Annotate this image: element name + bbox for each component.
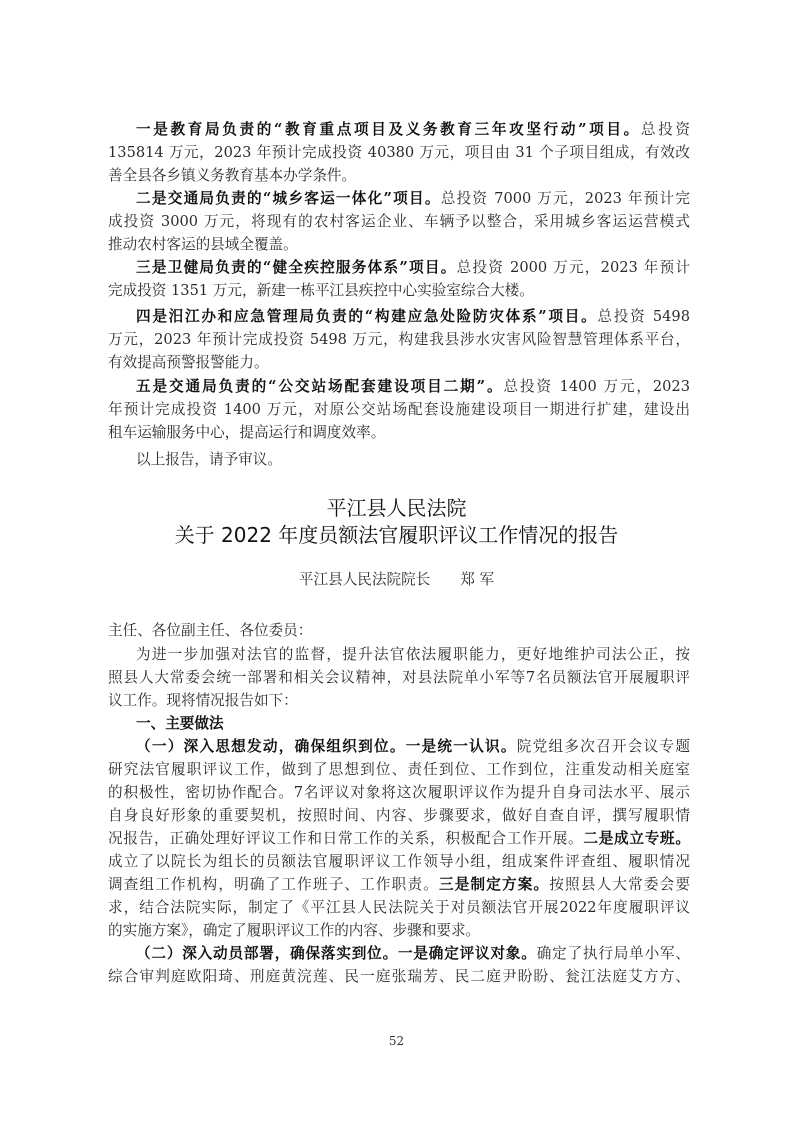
paragraph-line: [108, 400, 690, 420]
author-title: 平江县人民法院院长: [298, 571, 431, 588]
paragraph-line: [108, 423, 690, 443]
bold-lead: 一是教育局负责的“教育重点项目及义务教育三年攻坚行动”项目。: [136, 121, 641, 138]
paragraph-line: [108, 330, 690, 350]
line-text: 有效提高预警报警能力。: [108, 354, 269, 371]
paragraph-line: [108, 258, 690, 278]
paragraph-line: [108, 307, 690, 327]
line-text: 院党组多次召开会议专题: [516, 738, 690, 755]
report-author: [0, 568, 793, 589]
line-text: 为进一步加强对法官的监督，提升法官依法履职能力，更好地维护司法公正，按: [136, 646, 690, 663]
paragraph-line: [108, 645, 690, 665]
paragraph-line: [108, 166, 690, 186]
line-text: 完成投资 1351 万元，新建一栋平江县疾控中心实验室综合大楼。: [108, 282, 534, 299]
line-text: 总投资 7000 万元，2023 年预计完: [440, 190, 690, 207]
line-text: 的实施方案》，确定了履职评议工作的内容、步骤和要求。: [108, 922, 481, 939]
paragraph-line: [108, 691, 690, 711]
line-text: 万元，2023 年预计完成投资 5498 万元，构建我县涉水灾害风险智慧管理体系平台，: [108, 331, 690, 348]
bold-lead: （一）深入思想发动，确保组织到位。一是统一认识。: [136, 738, 517, 755]
bold-lead: （二）深入动员部署，确保落实到位。一是确定评议对象。: [136, 945, 537, 962]
line-text: 总投资 5498: [597, 308, 690, 325]
bold-lead: 四是汨江办和应急管理局负责的“构建应急处险防灾体系”项目。: [136, 308, 598, 325]
paragraph-line: [108, 737, 690, 757]
report-title-line1: 平江县人民法院: [326, 496, 467, 520]
line-text: 租车运输服务中心，提高运行和调度效率。: [108, 424, 386, 441]
paragraph-line: [108, 829, 690, 849]
bold-lead: 三是卫健局负责的“健全疾控服务体系”项目。: [136, 259, 457, 276]
paragraph-line: [108, 944, 690, 964]
line-text: 按照县人大常委会要: [549, 876, 690, 893]
line-text: 主任、各位副主任、各位委员：: [108, 622, 313, 639]
line-text: 成立了以院长为组长的员额法官履职评议工作领导小组，组成案件评查组、履职情况: [108, 853, 690, 870]
line-text: 年预计完成投资 1400 万元，对原公交站场配套设施建设项目一期进行扩建，建设出: [108, 401, 690, 418]
line-text: 总投资: [640, 121, 690, 138]
paragraph-line: [108, 143, 690, 163]
line-text: 总投资 1400 万元，2023: [503, 378, 691, 395]
line-text: 况报告，正确处理好评议工作和日常工作的关系，积极配合工作开展。: [108, 830, 584, 847]
paragraph-line: [108, 760, 690, 780]
line-text: 的积极性，密切协作配合。7名评议对象将这次履职评议作为提升自身司法水平、展示: [108, 784, 690, 801]
paragraph-line: [108, 668, 690, 688]
paragraph-line: [108, 120, 690, 140]
bold-inline: 三是制定方案。: [438, 876, 550, 893]
heading-text: 一、主要做法: [136, 715, 224, 732]
line-text: 自身良好形象的重要契机，按照时间、内容、步骤要求，做好自查自评，撰写履职情: [108, 807, 690, 824]
report-title-line2: 关于 2022 年度员额法官履职评议工作情况的报告: [174, 523, 619, 547]
line-text: 善全县各乡镇义务教育基本办学条件。: [108, 167, 357, 184]
line-text: 照县人大常委会统一部署和相关会议精神，对县法院单小军等7名员额法官开展履职评: [108, 669, 690, 686]
line-text: 以上报告，请予审议。: [136, 451, 282, 468]
line-text: 135814 万元，2023 年预计完成投资 40380 万元，项目由 31 个子项目组成，有效改: [108, 144, 690, 161]
bold-inline: 二是成立专班。: [583, 830, 690, 847]
line-text: 调查组工作机构，明确了工作班子、工作职责。: [108, 876, 439, 893]
line-text: 成投资 3000 万元，将现有的农村客运企业、车辆予以整合，采用城乡客运运营模式: [108, 213, 690, 230]
page-number: 52: [388, 1034, 405, 1048]
paragraph-line: [108, 450, 690, 470]
line-text: 综合审判庭欧阳琦、刑庭黄浣莲、民一庭张瑞芳、民二庭尹盼盼、瓮江法庭艾方方、: [108, 968, 690, 985]
line-text: 研究法官履职评议工作，做到了思想到位、责任到位、工作到位，注重发动相关庭室: [108, 761, 690, 778]
line-text: 确定了执行局单小军、: [536, 945, 690, 962]
paragraph-line: [108, 852, 690, 872]
salutation: [108, 621, 690, 641]
line-text: 总投资 2000 万元，2023 年预计: [456, 259, 690, 276]
bold-lead: 五是交通局负责的“公交站场配套建设项目二期”。: [136, 378, 504, 395]
paragraph-line: [108, 235, 690, 255]
line-text: 推动农村客运的县域全覆盖。: [108, 236, 298, 253]
paragraph-line: [108, 875, 690, 895]
paragraph-line: [108, 806, 690, 826]
paragraph-line: [108, 353, 690, 373]
paragraph-line: [108, 212, 690, 232]
paragraph-line: [108, 921, 690, 941]
author-name: 郑 军: [460, 571, 495, 588]
line-text: 议工作。现将情况报告如下：: [108, 692, 298, 709]
bold-lead: 二是交通局负责的“城乡客运一体化”项目。: [136, 190, 441, 207]
paragraph-line: [108, 783, 690, 803]
paragraph-line: [108, 189, 690, 209]
paragraph-line: [108, 281, 690, 301]
line-text: 求，结合法院实际，制定了《平江县人民法院关于对员额法官开展2022年度履职评议: [108, 899, 690, 916]
paragraph-line: [108, 898, 690, 918]
paragraph-line: [108, 967, 690, 987]
paragraph-line: [108, 377, 690, 397]
section-heading: [108, 714, 690, 734]
